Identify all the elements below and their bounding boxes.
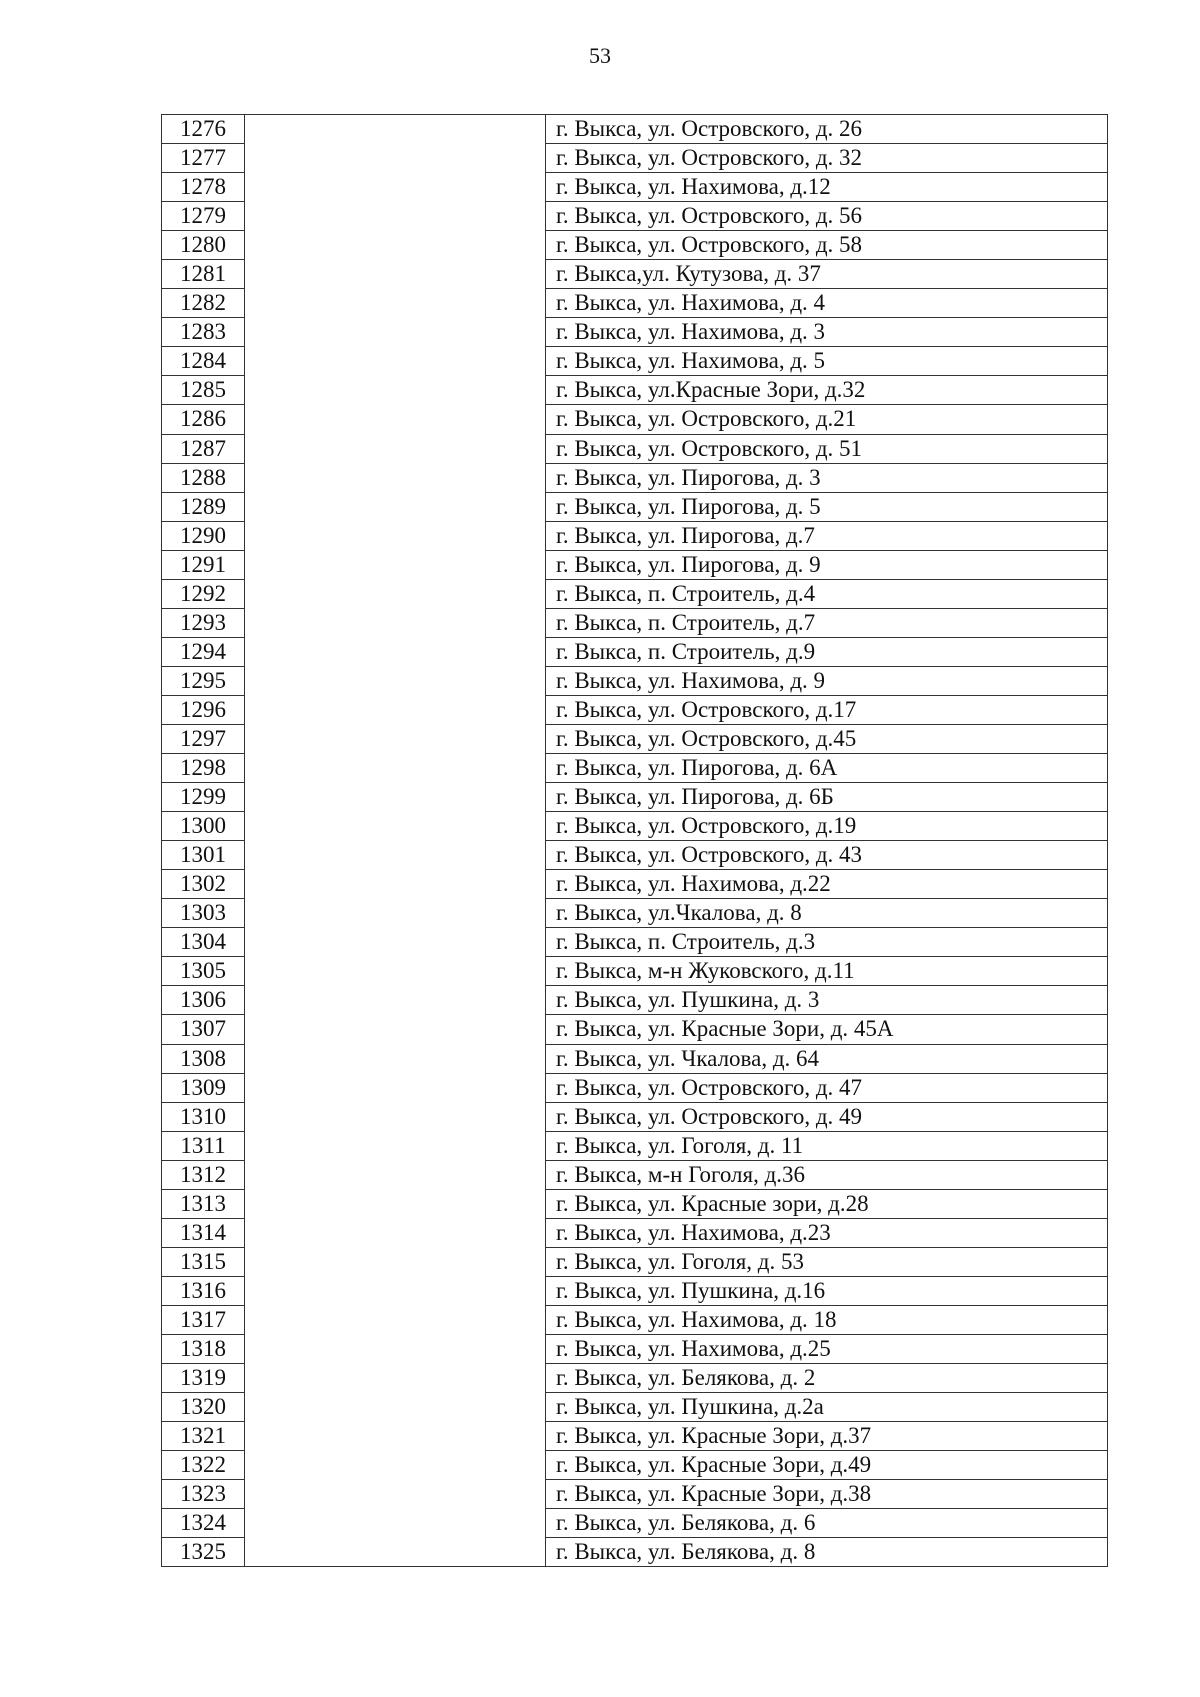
- address-cell: г. Выкса, ул. Островского, д. 58: [546, 231, 1108, 260]
- table-row: [162, 754, 1108, 783]
- table-row: [162, 1131, 1108, 1160]
- address-cell: г. Выкса, п. Строитель, д.7: [546, 608, 1108, 637]
- empty-cell: [245, 1160, 546, 1189]
- table-row: [162, 637, 1108, 666]
- empty-cell: [245, 1276, 546, 1305]
- row-number-cell: 1313: [162, 1189, 245, 1218]
- row-number-cell: 1283: [162, 318, 245, 347]
- empty-cell: [245, 1364, 546, 1393]
- table-row: [162, 492, 1108, 521]
- table-row: [162, 1393, 1108, 1422]
- table-row: [162, 870, 1108, 899]
- row-number-cell: 1310: [162, 1102, 245, 1131]
- address-cell: г. Выкса, ул. Пирогова, д. 9: [546, 550, 1108, 579]
- table-row: [162, 608, 1108, 637]
- address-cell: г. Выкса, ул. Красные Зори, д. 45А: [546, 1015, 1108, 1044]
- address-cell: г. Выкса, ул. Нахимова, д.25: [546, 1334, 1108, 1363]
- address-cell: г. Выкса, ул. Чкалова, д. 64: [546, 1044, 1108, 1073]
- row-number-cell: 1304: [162, 928, 245, 957]
- table-row: [162, 289, 1108, 318]
- empty-cell: [245, 695, 546, 724]
- address-cell: г. Выкса, п. Строитель, д.4: [546, 579, 1108, 608]
- empty-cell: [245, 202, 546, 231]
- address-cell: г. Выкса, ул. Островского, д.45: [546, 724, 1108, 753]
- address-cell: г. Выкса, ул. Нахимова, д. 9: [546, 666, 1108, 695]
- empty-cell: [245, 1102, 546, 1131]
- table-row: [162, 783, 1108, 812]
- address-cell: г. Выкса, ул. Нахимова, д.12: [546, 173, 1108, 202]
- row-number-cell: 1288: [162, 463, 245, 492]
- empty-cell: [245, 1044, 546, 1073]
- address-cell: г. Выкса, ул. Пушкина, д.16: [546, 1276, 1108, 1305]
- empty-cell: [245, 1422, 546, 1451]
- row-number-cell: 1281: [162, 260, 245, 289]
- row-number-cell: 1279: [162, 202, 245, 231]
- row-number-cell: 1321: [162, 1422, 245, 1451]
- table-row: [162, 1451, 1108, 1480]
- table-row: [162, 899, 1108, 928]
- row-number-cell: 1324: [162, 1509, 245, 1538]
- address-cell: г. Выкса, ул. Пирогова, д. 6А: [546, 754, 1108, 783]
- address-cell: г. Выкса, ул. Красные Зори, д.49: [546, 1451, 1108, 1480]
- table-row: [162, 1102, 1108, 1131]
- row-number-cell: 1315: [162, 1247, 245, 1276]
- address-cell: г. Выкса, ул. Островского, д. 43: [546, 841, 1108, 870]
- row-number-cell: 1291: [162, 550, 245, 579]
- address-cell: г. Выкса, ул.Чкалова, д. 8: [546, 899, 1108, 928]
- table-row: [162, 202, 1108, 231]
- empty-cell: [245, 754, 546, 783]
- row-number-cell: 1314: [162, 1218, 245, 1247]
- row-number-cell: 1285: [162, 376, 245, 405]
- table-row: [162, 1247, 1108, 1276]
- row-number-cell: 1295: [162, 666, 245, 695]
- address-cell: г. Выкса, ул. Красные Зори, д.38: [546, 1480, 1108, 1509]
- row-number-cell: 1317: [162, 1305, 245, 1334]
- row-number-cell: 1311: [162, 1131, 245, 1160]
- row-number-cell: 1309: [162, 1073, 245, 1102]
- empty-cell: [245, 1218, 546, 1247]
- table-row: [162, 1015, 1108, 1044]
- address-cell: г. Выкса, м-н Жуковского, д.11: [546, 957, 1108, 986]
- empty-cell: [245, 1015, 546, 1044]
- empty-cell: [245, 1451, 546, 1480]
- address-cell: г. Выкса,ул. Кутузова, д. 37: [546, 260, 1108, 289]
- address-cell: г. Выкса, п. Строитель, д.3: [546, 928, 1108, 957]
- address-cell: г. Выкса, ул. Красные зори, д.28: [546, 1189, 1108, 1218]
- address-cell: г. Выкса, ул. Нахимова, д. 5: [546, 347, 1108, 376]
- empty-cell: [245, 231, 546, 260]
- address-cell: г. Выкса, ул.Красные Зори, д.32: [546, 376, 1108, 405]
- row-number-cell: 1302: [162, 870, 245, 899]
- empty-cell: [245, 260, 546, 289]
- address-table-body: [162, 115, 1108, 1567]
- empty-cell: [245, 579, 546, 608]
- table-row: [162, 1073, 1108, 1102]
- table-row: [162, 1218, 1108, 1247]
- empty-cell: [245, 986, 546, 1015]
- address-cell: г. Выкса, ул. Островского, д. 51: [546, 434, 1108, 463]
- row-number-cell: 1316: [162, 1276, 245, 1305]
- row-number-cell: 1292: [162, 579, 245, 608]
- row-number-cell: 1307: [162, 1015, 245, 1044]
- row-number-cell: 1287: [162, 434, 245, 463]
- empty-cell: [245, 1509, 546, 1538]
- table-row: [162, 1422, 1108, 1451]
- table-row: [162, 347, 1108, 376]
- empty-cell: [245, 289, 546, 318]
- address-cell: г. Выкса, ул. Островского, д.17: [546, 695, 1108, 724]
- address-cell: г. Выкса, ул. Пирогова, д.7: [546, 521, 1108, 550]
- row-number-cell: 1297: [162, 724, 245, 753]
- row-number-cell: 1312: [162, 1160, 245, 1189]
- empty-cell: [245, 492, 546, 521]
- row-number-cell: 1284: [162, 347, 245, 376]
- row-number-cell: 1305: [162, 957, 245, 986]
- table-row: [162, 405, 1108, 434]
- empty-cell: [245, 1189, 546, 1218]
- empty-cell: [245, 405, 546, 434]
- empty-cell: [245, 928, 546, 957]
- empty-cell: [245, 463, 546, 492]
- row-number-cell: 1299: [162, 783, 245, 812]
- row-number-cell: 1294: [162, 637, 245, 666]
- empty-cell: [245, 724, 546, 753]
- address-cell: г. Выкса, ул. Островского, д. 32: [546, 144, 1108, 173]
- row-number-cell: 1282: [162, 289, 245, 318]
- address-cell: г. Выкса, ул. Островского, д.21: [546, 405, 1108, 434]
- row-number-cell: 1298: [162, 754, 245, 783]
- address-cell: г. Выкса, ул. Белякова, д. 6: [546, 1509, 1108, 1538]
- empty-cell: [245, 957, 546, 986]
- row-number-cell: 1303: [162, 899, 245, 928]
- empty-cell: [245, 521, 546, 550]
- address-cell: г. Выкса, ул. Белякова, д. 2: [546, 1364, 1108, 1393]
- address-cell: г. Выкса, ул. Нахимова, д.22: [546, 870, 1108, 899]
- row-number-cell: 1325: [162, 1538, 245, 1567]
- address-cell: г. Выкса, ул. Гоголя, д. 53: [546, 1247, 1108, 1276]
- empty-cell: [245, 1393, 546, 1422]
- row-number-cell: 1320: [162, 1393, 245, 1422]
- row-number-cell: 1277: [162, 144, 245, 173]
- address-table: [161, 114, 1108, 1567]
- table-row: [162, 724, 1108, 753]
- empty-cell: [245, 899, 546, 928]
- address-cell: г. Выкса, ул. Нахимова, д.23: [546, 1218, 1108, 1247]
- row-number-cell: 1319: [162, 1364, 245, 1393]
- table-row: [162, 928, 1108, 957]
- table-row: [162, 841, 1108, 870]
- table-row: [162, 376, 1108, 405]
- row-number-cell: 1276: [162, 115, 245, 144]
- row-number-cell: 1278: [162, 173, 245, 202]
- table-row: [162, 666, 1108, 695]
- address-cell: г. Выкса, ул. Островского, д. 26: [546, 115, 1108, 144]
- address-cell: г. Выкса, ул. Пирогова, д. 6Б: [546, 783, 1108, 812]
- table-row: [162, 957, 1108, 986]
- row-number-cell: 1286: [162, 405, 245, 434]
- row-number-cell: 1322: [162, 1451, 245, 1480]
- page-number: 53: [589, 43, 611, 68]
- empty-cell: [245, 1073, 546, 1102]
- row-number-cell: 1280: [162, 231, 245, 260]
- address-cell: г. Выкса, ул. Пушкина, д. 3: [546, 986, 1108, 1015]
- empty-cell: [245, 1247, 546, 1276]
- empty-cell: [245, 173, 546, 202]
- row-number-cell: 1296: [162, 695, 245, 724]
- row-number-cell: 1293: [162, 608, 245, 637]
- table-row: [162, 812, 1108, 841]
- empty-cell: [245, 783, 546, 812]
- address-cell: г. Выкса, п. Строитель, д.9: [546, 637, 1108, 666]
- empty-cell: [245, 1480, 546, 1509]
- empty-cell: [245, 841, 546, 870]
- address-cell: г. Выкса, ул. Островского, д.19: [546, 812, 1108, 841]
- table-row: [162, 1160, 1108, 1189]
- row-number-cell: 1290: [162, 521, 245, 550]
- address-cell: г. Выкса, ул. Островского, д. 49: [546, 1102, 1108, 1131]
- table-row: [162, 115, 1108, 144]
- address-cell: г. Выкса, ул. Пирогова, д. 5: [546, 492, 1108, 521]
- empty-cell: [245, 1538, 546, 1567]
- table-row: [162, 579, 1108, 608]
- empty-cell: [245, 1305, 546, 1334]
- table-row: [162, 434, 1108, 463]
- address-cell: г. Выкса, ул. Нахимова, д. 3: [546, 318, 1108, 347]
- empty-cell: [245, 115, 546, 144]
- row-number-cell: 1323: [162, 1480, 245, 1509]
- empty-cell: [245, 347, 546, 376]
- table-row: [162, 695, 1108, 724]
- table-row: [162, 1189, 1108, 1218]
- table-row: [162, 1364, 1108, 1393]
- empty-cell: [245, 550, 546, 579]
- table-row: [162, 144, 1108, 173]
- table-row: [162, 521, 1108, 550]
- address-cell: г. Выкса, ул. Белякова, д. 8: [546, 1538, 1108, 1567]
- row-number-cell: 1308: [162, 1044, 245, 1073]
- address-cell: г. Выкса, ул. Гоголя, д. 11: [546, 1131, 1108, 1160]
- table-row: [162, 231, 1108, 260]
- address-cell: г. Выкса, м-н Гоголя, д.36: [546, 1160, 1108, 1189]
- empty-cell: [245, 608, 546, 637]
- empty-cell: [245, 666, 546, 695]
- empty-cell: [245, 637, 546, 666]
- address-cell: г. Выкса, ул. Островского, д. 47: [546, 1073, 1108, 1102]
- empty-cell: [245, 144, 546, 173]
- row-number-cell: 1301: [162, 841, 245, 870]
- address-cell: г. Выкса, ул. Нахимова, д. 4: [546, 289, 1108, 318]
- table-row: [162, 1276, 1108, 1305]
- empty-cell: [245, 1334, 546, 1363]
- table-row: [162, 173, 1108, 202]
- table-row: [162, 1044, 1108, 1073]
- address-cell: г. Выкса, ул. Нахимова, д. 18: [546, 1305, 1108, 1334]
- address-cell: г. Выкса, ул. Пирогова, д. 3: [546, 463, 1108, 492]
- table-row: [162, 1334, 1108, 1363]
- table-row: [162, 550, 1108, 579]
- table-row: [162, 1509, 1108, 1538]
- table-row: [162, 1538, 1108, 1567]
- empty-cell: [245, 812, 546, 841]
- row-number-cell: 1300: [162, 812, 245, 841]
- row-number-cell: 1306: [162, 986, 245, 1015]
- row-number-cell: 1318: [162, 1334, 245, 1363]
- table-row: [162, 463, 1108, 492]
- table-row: [162, 1480, 1108, 1509]
- empty-cell: [245, 434, 546, 463]
- table-row: [162, 318, 1108, 347]
- address-cell: г. Выкса, ул. Красные Зори, д.37: [546, 1422, 1108, 1451]
- table-row: [162, 1305, 1108, 1334]
- empty-cell: [245, 1131, 546, 1160]
- table-row: [162, 260, 1108, 289]
- row-number-cell: 1289: [162, 492, 245, 521]
- empty-cell: [245, 376, 546, 405]
- table-row: [162, 986, 1108, 1015]
- empty-cell: [245, 870, 546, 899]
- empty-cell: [245, 318, 546, 347]
- address-cell: г. Выкса, ул. Островского, д. 56: [546, 202, 1108, 231]
- address-cell: г. Выкса, ул. Пушкина, д.2а: [546, 1393, 1108, 1422]
